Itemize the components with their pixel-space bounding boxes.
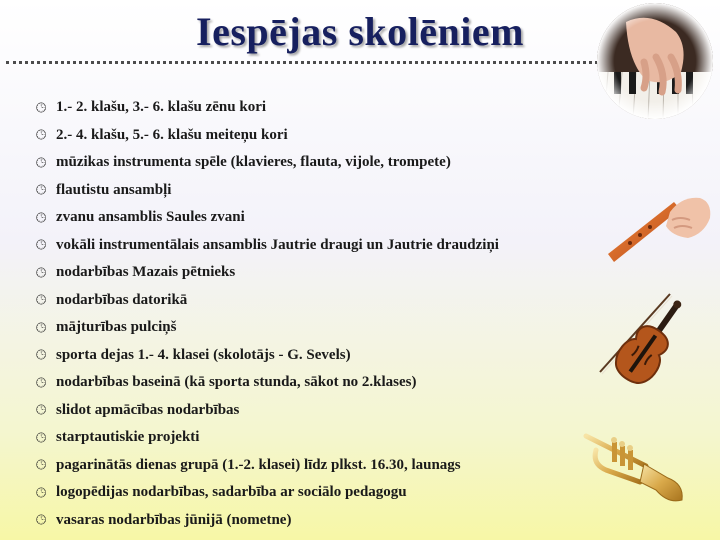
opportunities-list	[36, 94, 499, 534]
list-item-text: logopēdijas nodarbības, sadarbība ar sociālo pedagogu	[56, 484, 407, 501]
list-item-text: nodarbības Mazais pētnieks	[56, 264, 236, 281]
clock-icon: 🕒︎	[36, 319, 47, 335]
list-item-text: zvanu ansamblis Saules zvani	[56, 209, 245, 226]
list-item-text: mājturības pulciņš	[56, 319, 177, 336]
clock-icon: 🕒︎	[36, 457, 47, 473]
list-item-text: nodarbības baseinā (kā sporta stunda, sākot no 2.klases)	[56, 374, 417, 391]
list-item-text: nodarbības datorikā	[56, 291, 188, 308]
list-item	[36, 314, 499, 342]
flute-hand-image	[600, 176, 715, 276]
list-item	[36, 342, 499, 370]
trumpet-image	[582, 420, 688, 510]
list-item	[36, 424, 499, 452]
list-item	[36, 479, 499, 507]
clock-icon: 🕒︎	[36, 264, 47, 280]
list-item	[36, 177, 499, 205]
list-item	[36, 122, 499, 150]
clock-icon: 🕒︎	[36, 402, 47, 418]
clock-icon: 🕒︎	[36, 209, 47, 225]
list-item-text: vokāli instrumentālais ansamblis Jautrie draugi un Jautrie draudziņi	[56, 236, 499, 253]
list-item-text: 2.- 4. klašu, 5.- 6. klašu meiteņu kori	[56, 126, 288, 143]
list-item-text: 1.- 2. klašu, 3.- 6. klašu zēnu kori	[56, 99, 267, 116]
list-item-text: vasaras nodarbības jūnijā (nometne)	[56, 511, 292, 528]
clock-icon: 🕒︎	[36, 182, 47, 198]
clock-icon: 🕒︎	[36, 127, 47, 143]
list-item-text: mūzikas instrumenta spēle (klavieres, flauta, vijole, trompete)	[56, 154, 451, 171]
clock-icon: 🕒︎	[36, 484, 47, 500]
piano-hands-image	[596, 2, 714, 120]
clock-icon: 🕒︎	[36, 237, 47, 253]
list-item-text: starptautiskie projekti	[56, 429, 200, 446]
clock-icon: 🕒︎	[36, 429, 47, 445]
list-item	[36, 452, 499, 480]
clock-icon: 🕒︎	[36, 292, 47, 308]
list-item	[36, 94, 499, 122]
violin-image	[594, 290, 694, 398]
list-item	[36, 232, 499, 260]
list-item	[36, 287, 499, 315]
list-item	[36, 204, 499, 232]
list-item-text: slidot apmācības nodarbības	[56, 401, 240, 418]
list-item-text: flautistu ansambļi	[56, 181, 172, 198]
clock-icon: 🕒︎	[36, 154, 47, 170]
clock-icon: 🕒︎	[36, 347, 47, 363]
list-item	[36, 149, 499, 177]
clock-icon: 🕒︎	[36, 374, 47, 390]
clock-icon: 🕒︎	[36, 512, 47, 528]
list-item	[36, 369, 499, 397]
clock-icon: 🕒︎	[36, 99, 47, 115]
list-item	[36, 259, 499, 287]
page-title: Iespējas skolēniem	[196, 9, 524, 54]
list-item	[36, 507, 499, 535]
list-item	[36, 397, 499, 425]
list-item-text: sporta dejas 1.- 4. klasei (skolotājs - G. Sevels)	[56, 346, 351, 363]
list-item-text: pagarinātās dienas grupā (1.-2. klasei) līdz plkst. 16.30, launags	[56, 456, 461, 473]
